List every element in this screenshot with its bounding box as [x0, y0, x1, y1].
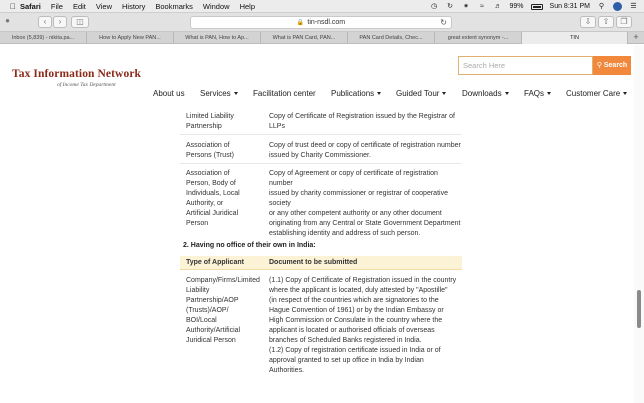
nav-services-label: Services [200, 89, 231, 98]
battery-icon[interactable] [531, 4, 543, 10]
menu-edit[interactable]: Edit [72, 1, 86, 11]
bluetooth-icon[interactable]: ⁕ [463, 2, 469, 10]
menubar-status-area [430, 0, 638, 13]
cell-line: Authorities. [269, 367, 305, 374]
cell-line: Persons (Trust) [186, 152, 234, 159]
menu-safari[interactable]: Safari [20, 1, 41, 11]
nav-downloads[interactable] [462, 89, 509, 98]
spotlight-search-icon[interactable]: ⚲ [598, 2, 605, 10]
search-icon: ⚲ [596, 62, 602, 69]
nav-services[interactable] [200, 89, 238, 98]
cell-line: applicant is located or authorised officials of overseas [269, 327, 435, 334]
chevron-down-icon [505, 92, 509, 95]
macos-menubar [0, 0, 644, 13]
apple-icon[interactable] [6, 2, 20, 11]
tab-great-extent[interactable]: great extent synonym -... [435, 32, 522, 44]
site-title[interactable]: Tax Information Network [12, 68, 142, 80]
search-button[interactable] [593, 56, 631, 75]
applicant-type-cell [186, 169, 240, 229]
chevron-down-icon [377, 92, 381, 95]
nav-facilitation-center[interactable] [253, 89, 316, 98]
table-row [180, 271, 462, 381]
reload-icon[interactable]: ↻ [440, 18, 447, 27]
main-nav [0, 87, 644, 101]
cell-line: Juridical Person [186, 337, 236, 344]
cell-line: approval granted to set up office in India by Indian [269, 357, 424, 364]
applicant-type-cell [186, 141, 234, 161]
chevron-down-icon [234, 92, 238, 95]
cell-line: establishing identity and address of such person. [269, 230, 421, 237]
tab-inbox[interactable]: Inbox (5,839) - nikita.pa... [0, 32, 87, 44]
cell-line: Individuals, Local [186, 190, 240, 197]
cell-line: (1.1) Copy of Certificate of Registration issued in the country [269, 277, 457, 284]
nav-guided-tour-label: Guided Tour [396, 89, 440, 98]
column-header-type: Type of Applicant [186, 259, 244, 266]
tab-tin[interactable]: TIN [522, 32, 628, 44]
forward-button[interactable]: › [53, 16, 67, 28]
chevron-down-icon [623, 92, 627, 95]
tab-what-is-pan[interactable]: What is PAN, How to Ap... [174, 32, 261, 44]
share-icon[interactable]: ⇧ [598, 16, 614, 28]
cell-line: (in respect of the countries which are signatories to the [269, 297, 439, 304]
column-header-document: Document to be submitted [269, 259, 358, 266]
scrollbar-thumb[interactable] [637, 290, 641, 328]
time-machine-icon[interactable]: ◷ [430, 2, 438, 10]
cell-line: (Trusts)/AOP/ [186, 307, 229, 314]
cell-line: or any other competent authority or any other document [269, 210, 442, 217]
nav-facilitation-center-label: Facilitation center [253, 89, 316, 98]
table-row [180, 137, 462, 164]
menu-history[interactable]: History [122, 1, 146, 11]
downloads-icon[interactable]: ⇩ [580, 16, 596, 28]
table-row [180, 165, 462, 237]
document-cell [269, 276, 456, 376]
cell-line: Copy of trust deed or copy of certificate of registration number [269, 142, 461, 149]
menu-bookmarks[interactable]: Bookmarks [155, 1, 193, 11]
section-heading: 2. Having no office of their own in India: [183, 242, 316, 249]
menu-file[interactable]: File [50, 1, 63, 11]
cell-line: Limited Liability [186, 113, 234, 120]
document-cell [269, 112, 462, 132]
menu-help[interactable]: Help [239, 1, 255, 11]
cell-line: Authority, or [186, 200, 224, 207]
cell-line: Association of [186, 142, 230, 149]
clock[interactable]: Sun 8:31 PM [549, 3, 590, 10]
back-button[interactable]: ‹ [38, 16, 52, 28]
cell-line: where the applicant is located, duly attested by "Apostille" [269, 287, 448, 294]
cell-line: Person, Body of [186, 180, 236, 187]
cell-line: Partnership [186, 123, 222, 130]
url-text: tin-nsdl.com [307, 19, 346, 26]
lock-icon: 🔒 [296, 20, 305, 26]
table-row [180, 111, 462, 135]
cell-line: issued by Charity Commissioner. [269, 152, 371, 159]
cell-line: issued by charity commissioner or registrar of cooperative society [269, 190, 448, 207]
nav-downloads-label: Downloads [462, 89, 502, 98]
tab-bar [0, 32, 644, 44]
nav-publications[interactable] [331, 89, 381, 98]
cell-line: Company/Firms/Limited [186, 277, 260, 284]
tab-how-to-apply[interactable]: How to Apply New PAN... [87, 32, 174, 44]
cell-line: Person [186, 220, 209, 227]
new-tab-icon[interactable]: + [633, 32, 639, 42]
nav-publications-label: Publications [331, 89, 375, 98]
cell-line: Copy of Certificate of Registration issued by the Registrar of LLPs [269, 113, 455, 130]
search-input[interactable]: Search Here [458, 56, 593, 75]
document-content [0, 105, 644, 403]
nav-faqs-label: FAQs [524, 89, 545, 98]
cell-line: branches of Scheduled Banks registered in India. [269, 337, 422, 344]
tab-what-is-pan-card[interactable]: What is PAN Card, PAN... [261, 32, 348, 44]
tab-pan-card-details[interactable]: PAN Card Details, Chec... [348, 32, 435, 44]
user-avatar-icon[interactable] [613, 2, 622, 11]
menu-window[interactable]: Window [202, 1, 230, 11]
cell-line: Liability [186, 287, 210, 294]
cell-line: Authority/Artificial [186, 327, 241, 334]
nav-about-us[interactable] [153, 89, 185, 98]
sidebar-toggle-icon[interactable]: ◫ [71, 16, 89, 28]
volume-icon[interactable]: ♬ [494, 2, 502, 10]
cell-line: Hague Convention of 1961) or by the Indian Embassy or [269, 307, 444, 314]
cell-line: BOI/Local [186, 317, 217, 324]
close-window-icon[interactable]: ● [5, 16, 10, 25]
sync-icon[interactable]: ↻ [447, 2, 453, 10]
applicant-type-cell [186, 276, 260, 346]
nav-customer-care[interactable] [566, 89, 627, 98]
chevron-down-icon [547, 92, 551, 95]
battery-percent: 99% [509, 3, 524, 10]
cell-line: Partnership/AOP [186, 297, 239, 304]
nav-guided-tour[interactable] [396, 89, 446, 98]
document-cell [269, 141, 461, 161]
nav-faqs[interactable] [524, 89, 551, 98]
table-header [180, 256, 462, 270]
browser-toolbar [0, 13, 644, 32]
site-subtitle: of Income Tax Department [57, 82, 116, 88]
page-scrollbar[interactable] [634, 45, 644, 403]
nav-customer-care-label: Customer Care [566, 89, 621, 98]
menu-view[interactable]: View [95, 1, 113, 11]
applicant-type-cell [186, 112, 234, 132]
wifi-icon[interactable]: ≈ [480, 2, 484, 10]
tab-overview-icon[interactable]: ❐ [616, 16, 632, 28]
cell-line: Artificial Juridical [186, 210, 239, 217]
chevron-down-icon [442, 92, 446, 95]
cell-line: High Commission or Consulate in the country where the [269, 317, 443, 324]
address-bar[interactable] [190, 16, 452, 29]
cell-line: originating from any Central or State Government Department [269, 220, 461, 227]
cell-line: (1.2) Copy of registration certificate issued in India or of [269, 347, 441, 354]
cell-line: Association of [186, 170, 230, 177]
nav-about-us-label: About us [153, 89, 185, 98]
notification-center-icon[interactable]: ☰ [630, 2, 637, 10]
web-page [0, 45, 644, 403]
cell-line: Copy of Agreement or copy of certificate of registration number [269, 170, 438, 187]
document-cell [269, 169, 462, 239]
search-button-label: Search [603, 62, 628, 69]
